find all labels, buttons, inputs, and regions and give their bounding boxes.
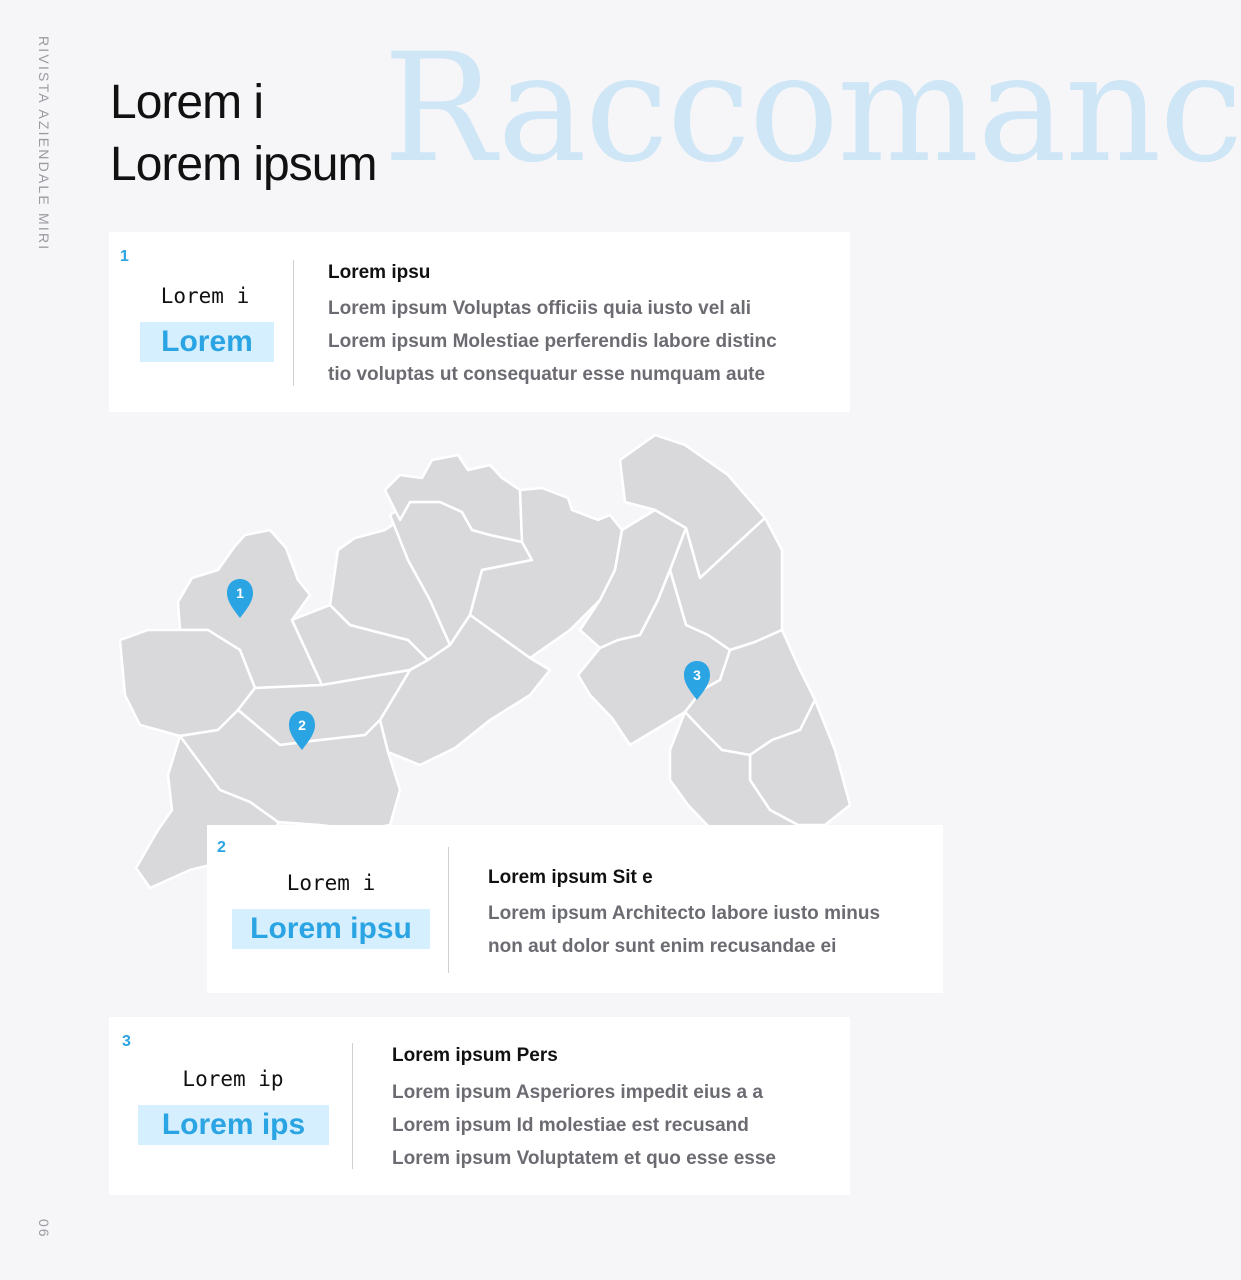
card-highlight: Lorem	[140, 322, 274, 362]
card-body-line: Lorem ipsum Voluptas officiis quia iusto vel ali	[328, 298, 752, 319]
map-pin-label: 2	[298, 717, 306, 733]
page-title	[110, 72, 376, 196]
card-body-line: Lorem ipsum Id molestiae est recusand	[392, 1115, 749, 1136]
info-card-2	[207, 825, 943, 993]
page-title-line-2: Lorem ipsum	[110, 138, 377, 191]
map-pin-label: 1	[236, 585, 244, 601]
card-body	[488, 897, 880, 963]
page-title-line-1: Lorem i	[110, 76, 264, 129]
card-body	[328, 292, 777, 391]
info-card-1	[109, 232, 850, 412]
card-body-line: Lorem ipsum Architecto labore iusto minus	[488, 903, 881, 924]
card-body	[392, 1076, 776, 1175]
card-heading: Lorem ipsum Sit e	[488, 867, 653, 888]
card-divider	[352, 1043, 353, 1169]
card-handwritten-label: Lorem i	[160, 284, 250, 308]
card-number: 3	[122, 1033, 131, 1050]
card-body-line: tio voluptas ut consequatur esse numquam aute	[328, 364, 766, 385]
card-divider	[448, 847, 449, 973]
card-handwritten-label: Lorem i	[286, 871, 376, 895]
card-body-line: Lorem ipsum Molestiae perferendis labore distinc	[328, 331, 777, 352]
background-watermark: Raccomanc	[383, 22, 1241, 196]
magazine-side-label: RIVISTA AZIENDALE MIRI	[36, 36, 52, 252]
card-body-line: non aut dolor sunt enim recusandae ei	[488, 936, 837, 957]
page-number: 06	[36, 1219, 52, 1239]
card-number: 2	[217, 839, 226, 856]
map-pin-label: 3	[693, 667, 701, 683]
card-number: 1	[120, 248, 129, 265]
card-body-line: Lorem ipsum Voluptatem et quo esse esse	[392, 1148, 776, 1169]
info-card-3	[109, 1017, 850, 1195]
card-heading: Lorem ipsum Pers	[392, 1045, 558, 1066]
card-handwritten-label: Lorem ip	[182, 1067, 284, 1091]
card-highlight: Lorem ipsu	[232, 909, 430, 949]
card-body-line: Lorem ipsum Asperiores impedit eius a a	[392, 1082, 763, 1103]
card-heading: Lorem ipsu	[328, 262, 431, 283]
card-highlight: Lorem ips	[138, 1105, 329, 1145]
card-divider	[293, 260, 294, 386]
